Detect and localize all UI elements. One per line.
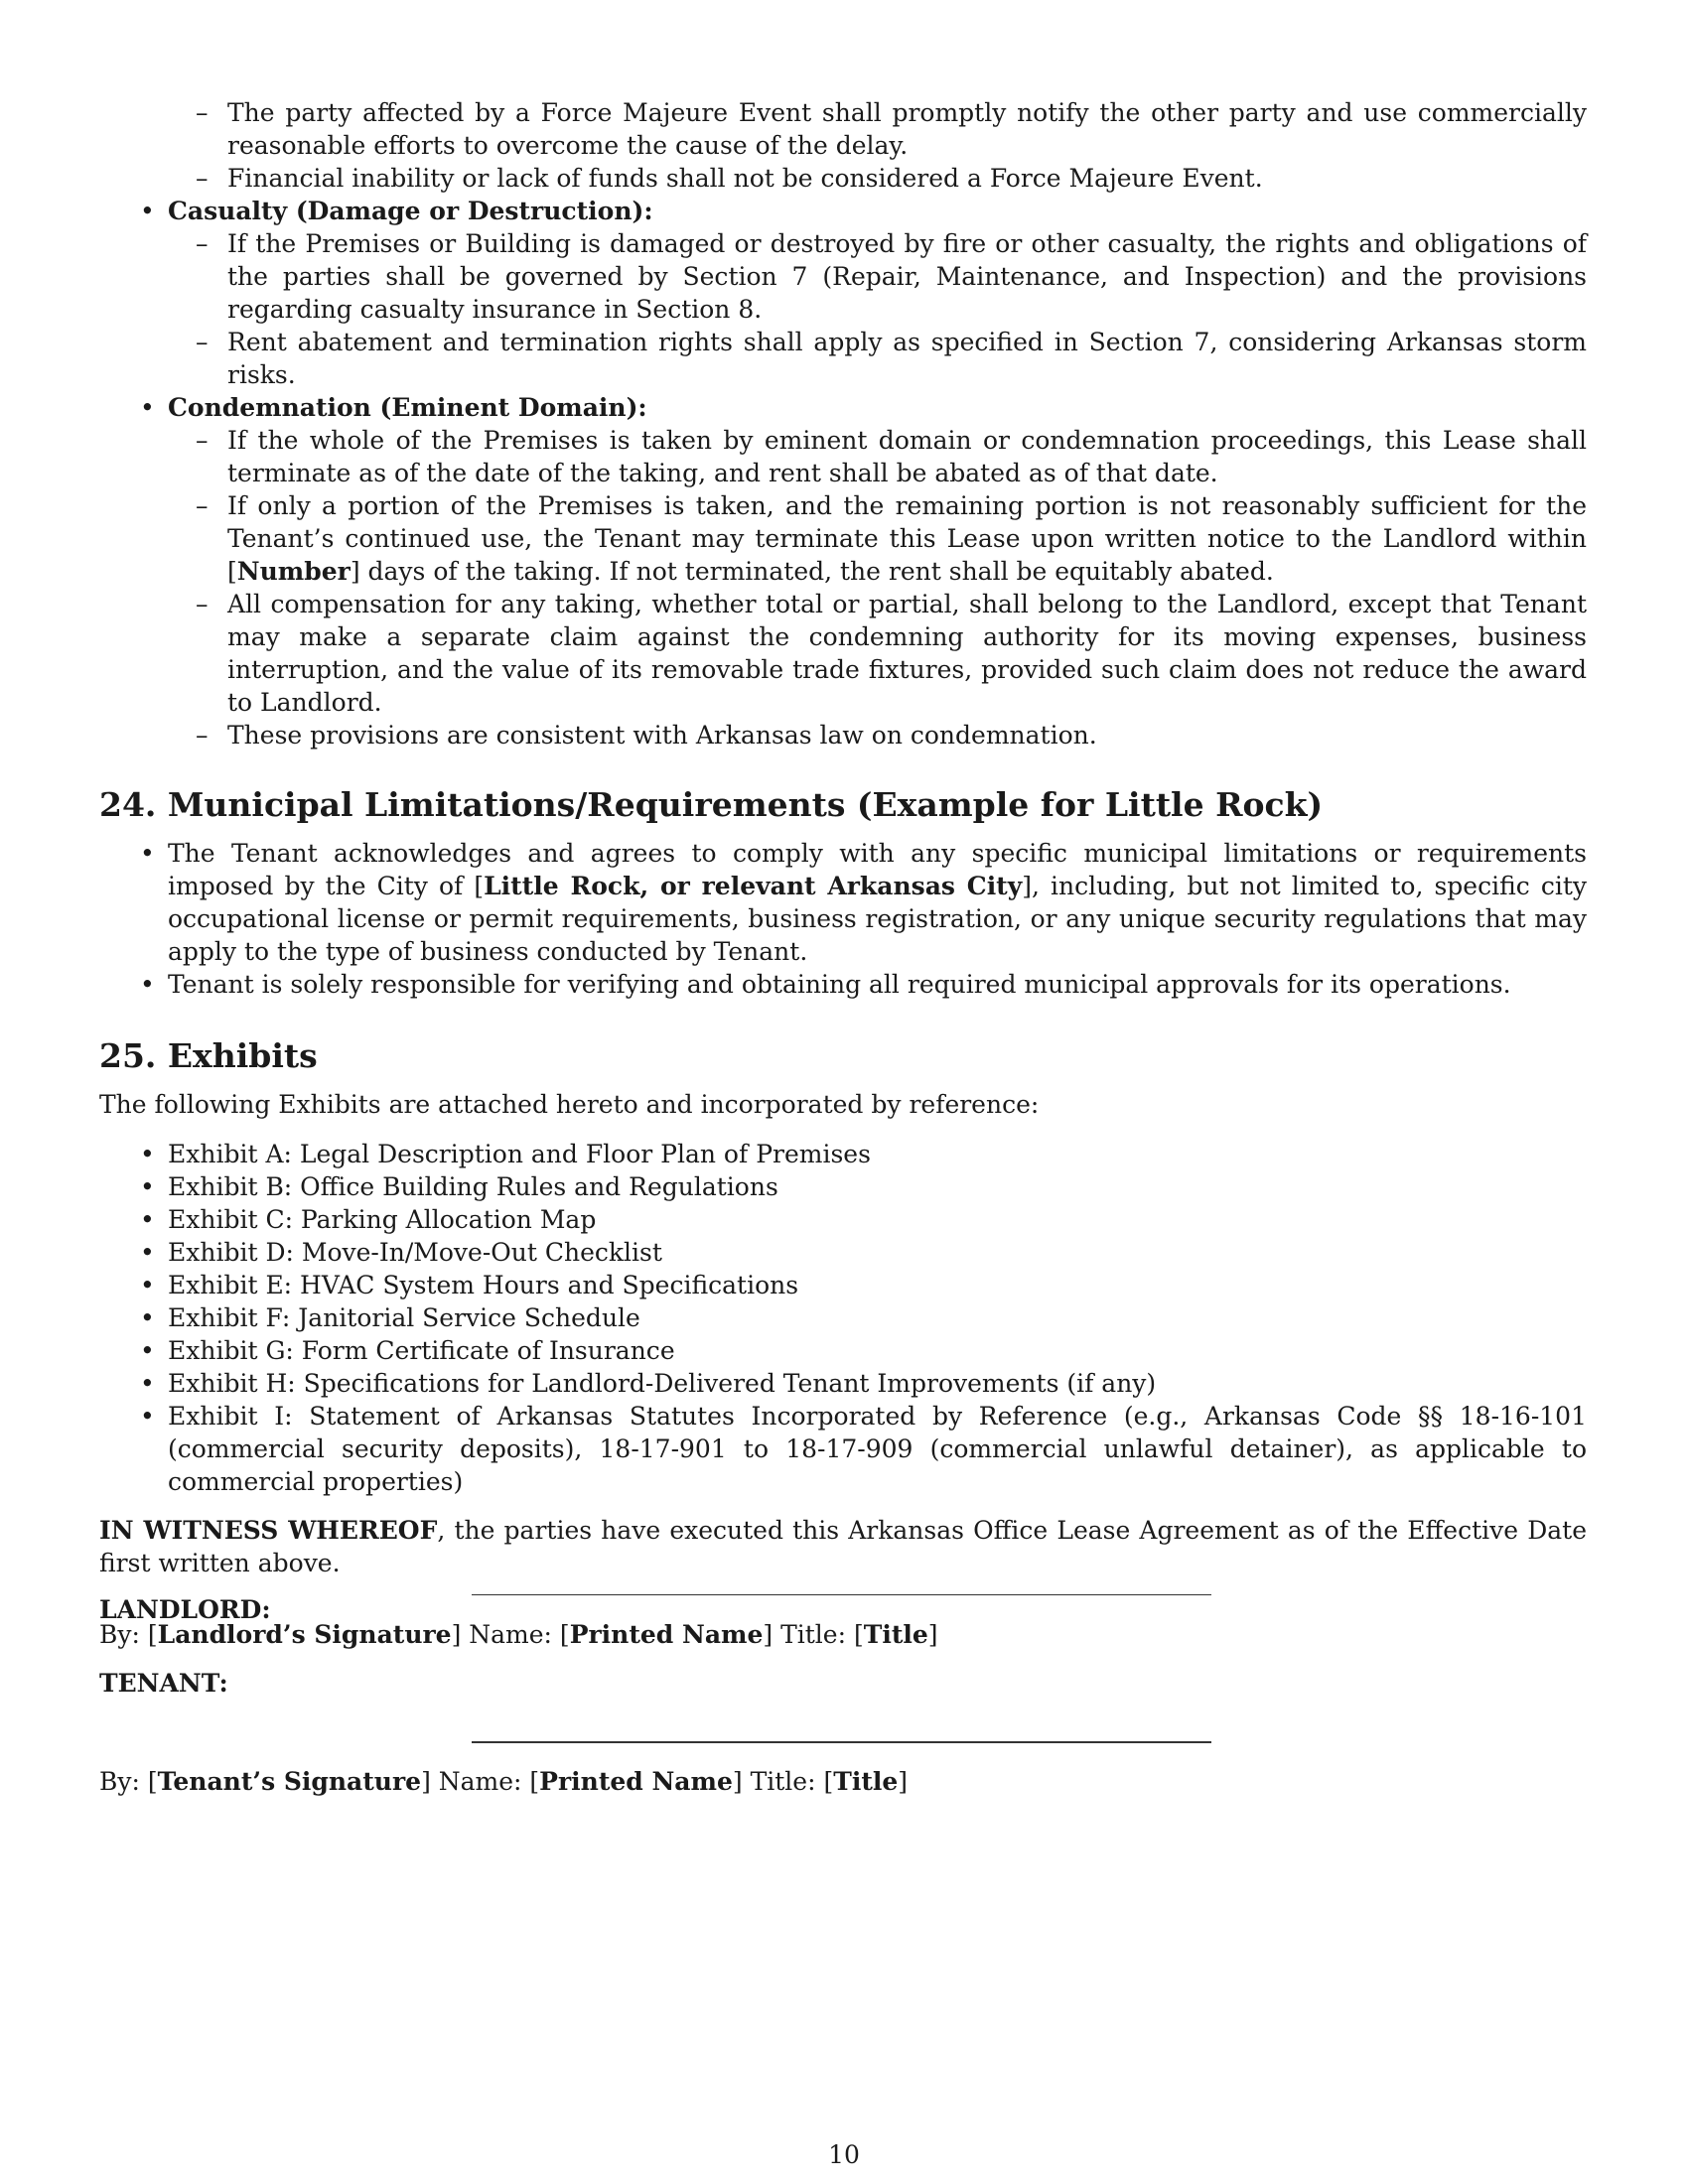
list-item: – If the whole of the Premises is taken by eminent domain or condemnation proceedings, this Lease shall terminate as of the date of the taking, and rent shall be abated as of that date. [196, 426, 1587, 487]
condemnation-sublist [99, 424, 1587, 751]
tenant-label: TENANT: [99, 1669, 228, 1698]
landlord-signature-block: By: [Landlord’s Signature] Name: [Printed Name] Title: [Title] [99, 1620, 938, 1649]
exhibits-intro: The following Exhibits are attached hereto and incorporated by reference: [99, 1090, 1040, 1119]
list-item: • Tenant is solely responsible for verifying and obtaining all required municipal approvals for its operations. [140, 970, 1511, 999]
list-item: – All compensation for any taking, whether total or partial, shall belong to the Landlord, except that Tenant may make a separate claim against the condemning authority for its moving expenses, business interruption, and the value of its removable trade fixtures, provided such claim does not reduce the award to Landlord. [196, 590, 1587, 717]
condemnation-list [99, 391, 1587, 424]
list-item: – The party affected by a Force Majeure Event shall promptly notify the other party and use commercially reasonable efforts to overcome the cause of the delay. [196, 98, 1587, 160]
list-item: – Financial inability or lack of funds shall not be considered a Force Majeure Event. [196, 164, 1263, 193]
section-25-title: 25. Exhibits [99, 1036, 318, 1075]
list-item: • Exhibit I: Statement of Arkansas Statutes Incorporated by Reference (e.g., Arkansas Code §§ 18-16-101 (commercial security deposits), 18-17-901 to 18-17-909 (commercial unlawful detainer), as applicable to commercial properties) [140, 1402, 1587, 1496]
list-item: – These provisions are consistent with Arkansas law on condemnation. [196, 721, 1097, 750]
list-item: • Exhibit D: Move-In/Move-Out Checklist [140, 1238, 662, 1267]
landlord-label: LANDLORD: [99, 1595, 271, 1624]
list-item: • Exhibit H: Specifications for Landlord-Delivered Tenant Improvements (if any) [140, 1369, 1157, 1398]
casualty-list [99, 195, 1587, 227]
list-item: • Exhibit C: Parking Allocation Map [140, 1205, 597, 1234]
list-item: • Exhibit F: Janitorial Service Schedule [140, 1303, 640, 1332]
list-item: – If the Premises or Building is damaged or destroyed by fire or other casualty, the rights and obligations of the parties shall be governed by Section 7 (Repair, Maintenance, and Inspection) and the provisions regarding casualty insurance in Section 8. [196, 229, 1587, 324]
list-item: – If only a portion of the Premises is taken, and the remaining portion is not reasonably sufficient for the Tenant’s continued use, the Tenant may terminate this Lease upon written notice to the Landlord within [Number] days of the taking. If not terminated, the rent shall be equitably abated. [196, 491, 1587, 586]
condemnation-heading: • Condemnation (Eminent Domain): [140, 393, 647, 422]
force-majeure-sublist [99, 96, 1587, 195]
witness-paragraph: IN WITNESS WHEREOF, the parties have executed this Arkansas Office Lease Agreement as of the Effective Date first written above. [99, 1516, 1588, 1577]
landlord-signature-line[interactable] [472, 1594, 1211, 1595]
tenant-signature-block: By: [Tenant’s Signature] Name: [Printed Name] Title: [Title] [99, 1767, 909, 1796]
list-item: • Exhibit A: Legal Description and Floor Plan of Premises [140, 1140, 871, 1168]
page-content [99, 96, 1587, 1626]
tenant-signature-line[interactable] [472, 1741, 1211, 1743]
casualty-sublist [99, 227, 1587, 391]
list-item: • The Tenant acknowledges and agrees to comply with any specific municipal limitations or requirements imposed by the City of [Little Rock, or relevant Arkansas City], including, but not limited to, specific city occupational license or permit requirements, business registration, or any unique security regulations that may apply to the type of business conducted by Tenant. [140, 839, 1587, 966]
list-item: • Exhibit G: Form Certificate of Insurance [140, 1336, 675, 1365]
list-item: • Exhibit B: Office Building Rules and Regulations [140, 1172, 778, 1201]
page-number: 10 [828, 2140, 860, 2169]
list-item: – Rent abatement and termination rights shall apply as specified in Section 7, considering Arkansas storm risks. [196, 328, 1587, 389]
casualty-heading: • Casualty (Damage or Destruction): [140, 197, 653, 225]
list-item: • Exhibit E: HVAC System Hours and Specifications [140, 1271, 799, 1299]
section-24-title: 24. Municipal Limitations/Requirements (Example for Little Rock) [99, 785, 1324, 824]
section-24-list [99, 837, 1587, 1001]
exhibit-list [99, 1138, 1587, 1498]
